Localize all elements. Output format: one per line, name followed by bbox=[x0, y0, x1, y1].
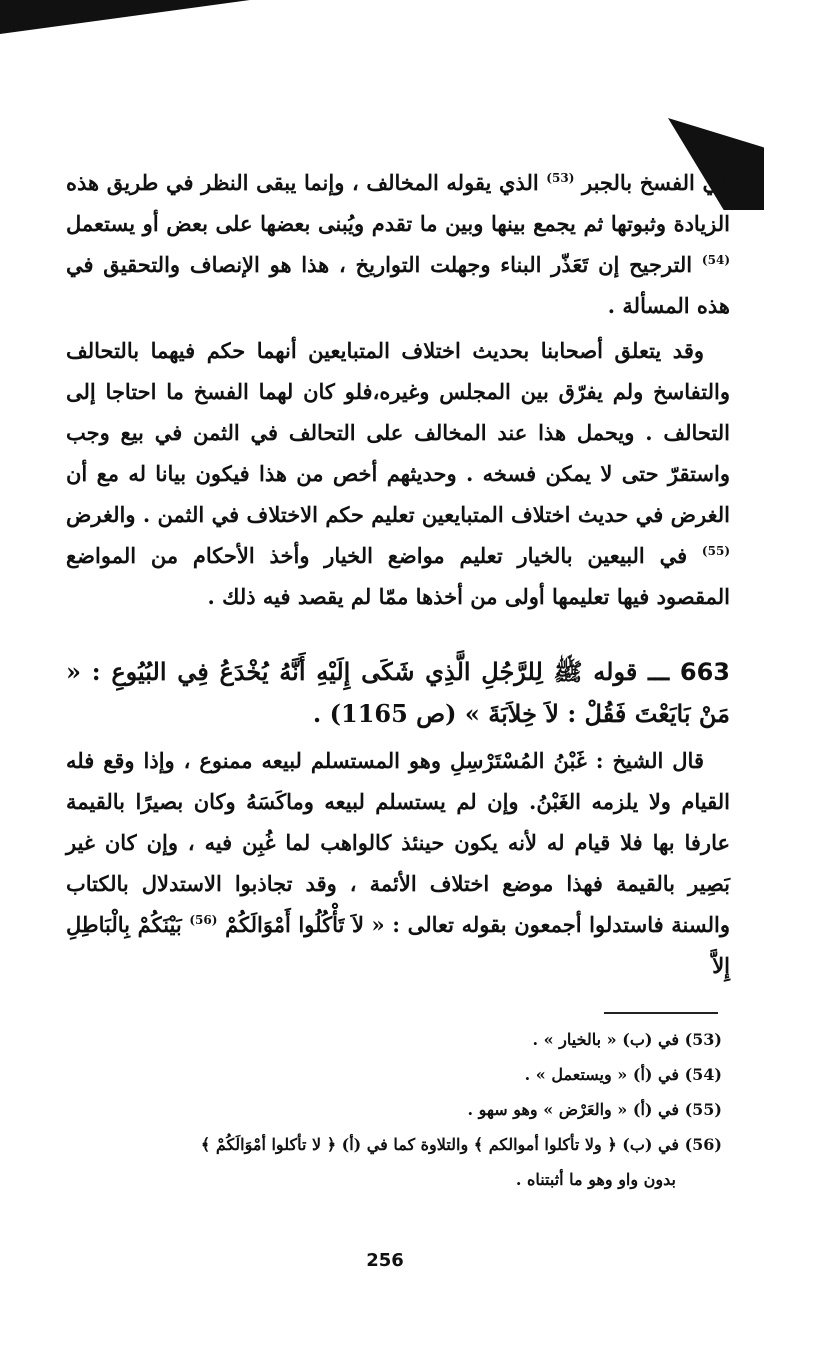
paragraph-1 bbox=[66, 162, 730, 326]
footnote-55: (55) في (أ) « والعَرْض » وهو سهو . bbox=[467, 1100, 722, 1119]
page-number: 256 bbox=[366, 1250, 404, 1271]
hadith-number: 663 bbox=[679, 658, 730, 686]
paragraph-1-text-c: الترجيح إن تَعَذّر البناء وجهلت التواريخ ، هذا هو الإنصاف والتحقيق في هذه المسألة . bbox=[66, 252, 730, 318]
footnote-ref-53[interactable]: (53) bbox=[546, 171, 575, 185]
paragraph-1-text-a: في الفسخ بالجبر bbox=[574, 170, 730, 195]
footnotes bbox=[74, 1022, 722, 1197]
hadith-heading bbox=[66, 651, 730, 734]
footnote-ref-56[interactable]: (56) bbox=[189, 913, 218, 927]
paragraph-3-text-b: بَيْنَكُمْ بِالْبَاطِلِ إِلاَّ bbox=[66, 912, 730, 978]
footnote-ref-55[interactable]: (55) bbox=[701, 544, 730, 558]
page-corner-mark-top-left bbox=[0, 0, 250, 34]
paragraph-3-text-a: قال الشيخ : غَبْنُ المُسْتَرْسِلِ وهو المستسلم لبيعه ممنوع ، وإذا وقع فله القيام ولا يلزمه الغَبْنُ. وإن لم يستسلم لبيعه وماكَسَهُ وكان بصيرًا بالقيمة عارفا بها فلا قيام له لأنه يكون حينئذ كالواهب لما غُبِن فيه ، وإن كان غير بَصِير بالقيمة فهذا موضع اختلاف الأئمة ، وقد تجاذبوا الاستدلال بالكتاب والسنة فاستدلوا أجمعون بقوله تعالى : « لاَ تَأْكُلُوا أَمْوَالَكُمْ bbox=[66, 748, 730, 937]
paragraph-3 bbox=[66, 740, 730, 986]
footnote-56: (56) في (ب) ﴿ ولا تأكلوا أموالكم ﴾ والتلاوة كما في (أ) ﴿ لا تأكلوا أمْوَالَكُمْ ﴾ bbox=[200, 1135, 722, 1154]
footnote-ref-54[interactable]: (54) bbox=[701, 253, 730, 267]
paragraph-2-text-b: في البيعين بالخيار تعليم مواضع الخيار وأخذ الأحكام من المواضع المقصود فيها تعليمها أولى من أخذها ممّا لم يقصد فيه ذلك . bbox=[66, 543, 730, 609]
footnote-separator bbox=[604, 1012, 718, 1014]
footnote-56-continued: بدون واو وهو ما أثبتناه . bbox=[515, 1170, 676, 1189]
paragraph-1-text-b: الذي يقوله المخالف ، وإنما يبقى النظر في طريق هذه الزيادة وثبوتها ثم يجمع بينها وبين ما تقدم ويُبنى بعضها على بعض أو يستعمل bbox=[66, 170, 730, 236]
paragraph-2 bbox=[66, 330, 730, 617]
footnote-53: (53) في (ب) « بالخيار » . bbox=[532, 1030, 722, 1049]
paragraph-2-text-a: وقد يتعلق أصحابنا بحديث اختلاف المتبايعين أنهما حكم فيهما بالتحالف والتفاسخ ولم يفرّق بين المجلس وغيره،فلو كان لهما الفسخ ما احتاجا إلى التحالف . ويحمل هذا عند المخالف على التحالف في الثمن في بيع وجب واستقرّ حتى لا يمكن فسخه . وحديثهم أخص من هذا فيكون بيانا له مع أن الغرض في حديث اختلاف المتبايعين تعليم حكم الاختلاف في الثمن . والغرض bbox=[66, 338, 730, 527]
hadith-heading-text: ـــ قوله ﷺ لِلرَّجُلِ الَّذِي شَكَى إِلَيْهِ أَنَّهُ يُخْدَعُ فِي البُيُوعِ : « مَنْ بَايَعْتَ فَقُلْ : لاَ خِلاَبَةَ » (ص 1165) . bbox=[66, 657, 730, 728]
footnote-54: (54) في (أ) « ويستعمل » . bbox=[524, 1065, 722, 1084]
